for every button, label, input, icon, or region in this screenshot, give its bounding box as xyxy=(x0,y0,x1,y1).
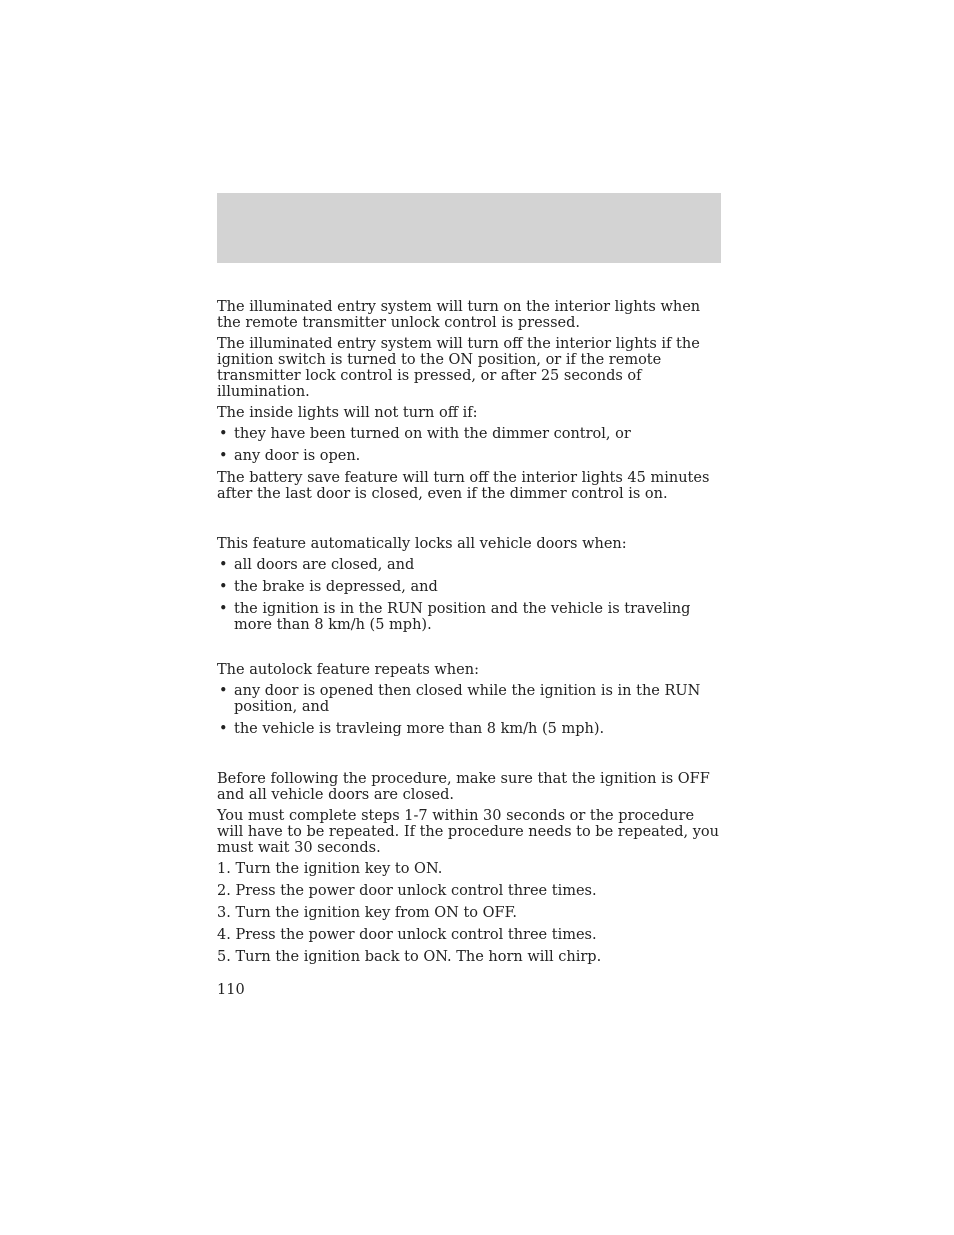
list-item: • all doors are closed, and xyxy=(217,557,721,573)
paragraph: The battery save feature will turn off the interior lights 45 minutes after the last door is closed, even if the dimmer control is on. xyxy=(217,470,710,502)
step-item: 3. Turn the ignition key from ON to OFF. xyxy=(217,905,517,921)
paragraph: The illuminated entry system will turn on the interior lights when the remote transmitter unlock control is pressed. xyxy=(217,299,701,331)
list-item: • any door is open. xyxy=(217,448,721,464)
paragraph: The illuminated entry system will turn off the interior lights if the ignition switch is turned to the ON position, or if the remote transmitter lock control is pressed, or after 25 seconds of illumination. xyxy=(217,336,700,400)
list-item: • the ignition is in the RUN position and the vehicle is traveling more than 8 km/h (5 mph). xyxy=(217,601,721,633)
section-gap xyxy=(217,507,721,536)
list-item: • any door is opened then closed while the ignition is in the RUN position, and xyxy=(217,683,721,715)
section-gap xyxy=(217,743,721,771)
paragraph: The autolock feature repeats when: xyxy=(217,662,479,678)
numbered-steps xyxy=(217,861,721,965)
list-item: • the brake is depressed, and xyxy=(217,579,721,595)
paragraph: This feature automatically locks all vehicle doors when: xyxy=(217,536,627,552)
page-number: 110 xyxy=(217,982,245,998)
bullet-list xyxy=(217,426,721,464)
section-header-band xyxy=(217,193,721,263)
list-item: • the vehicle is travleing more than 8 km/h (5 mph). xyxy=(217,721,721,737)
step-item: 5. Turn the ignition back to ON. The horn will chirp. xyxy=(217,949,602,965)
step-item: 2. Press the power door unlock control three times. xyxy=(217,883,597,899)
paragraph: You must complete steps 1-7 within 30 seconds or the procedure will have to be repeated. If the procedure needs to be repeated, you must wait 30 seconds. xyxy=(217,808,719,856)
list-item: • they have been turned on with the dimmer control, or xyxy=(217,426,721,442)
section-gap xyxy=(217,639,721,662)
page-content xyxy=(217,299,721,971)
paragraph: Before following the procedure, make sure that the ignition is OFF and all vehicle doors are closed. xyxy=(217,771,710,803)
step-item: 4. Press the power door unlock control three times. xyxy=(217,927,597,943)
step-item: 1. Turn the ignition key to ON. xyxy=(217,861,443,877)
bullet-list xyxy=(217,557,721,633)
bullet-list xyxy=(217,683,721,737)
paragraph: The inside lights will not turn off if: xyxy=(217,405,478,421)
